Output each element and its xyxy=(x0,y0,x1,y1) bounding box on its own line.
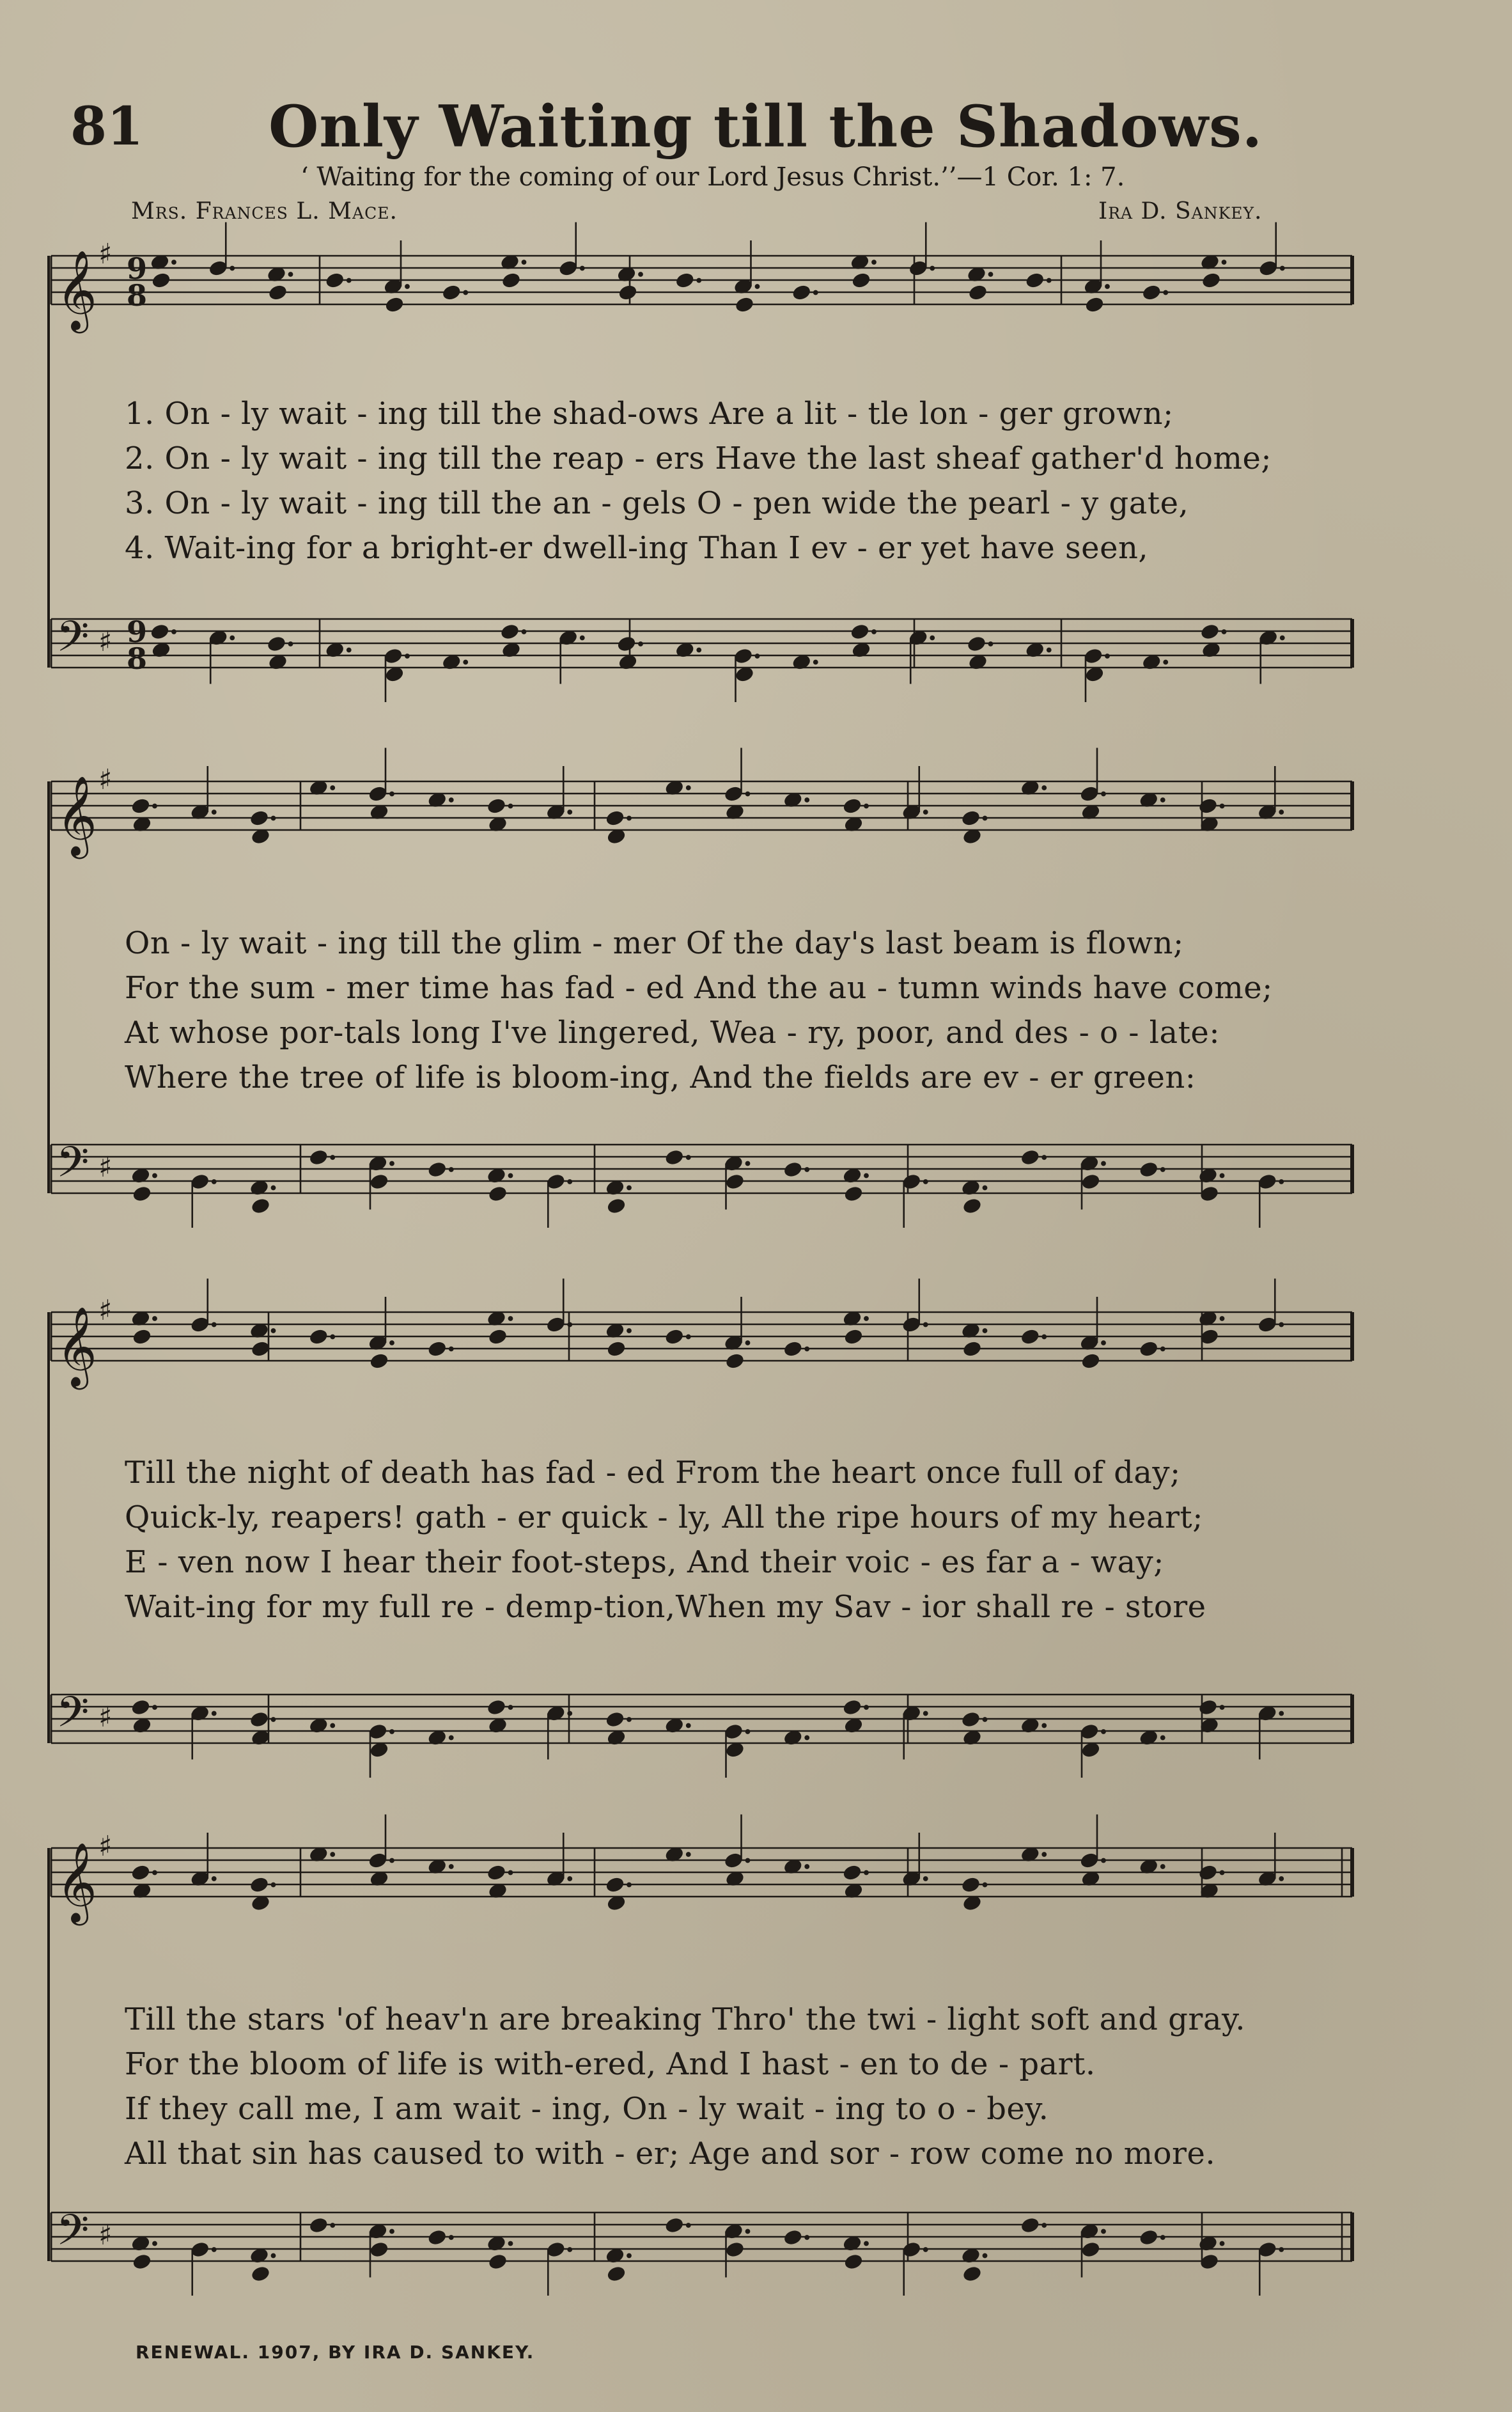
note-head xyxy=(783,2228,803,2246)
dot xyxy=(923,2248,928,2252)
dot xyxy=(1222,260,1226,265)
note-head xyxy=(1080,1173,1100,1190)
note-head xyxy=(605,1711,625,1728)
note-head xyxy=(132,1328,152,1345)
note-head xyxy=(1020,1328,1040,1345)
treble-clef-icon: 𝄞 xyxy=(56,776,97,856)
dot xyxy=(988,642,993,646)
sharp-icon: ♯ xyxy=(98,1151,113,1184)
dot xyxy=(1042,1723,1047,1728)
note-head xyxy=(427,1161,447,1178)
note-head xyxy=(1020,1148,1040,1166)
time-signature: 8 xyxy=(127,278,148,313)
dot xyxy=(212,1180,216,1184)
note-head xyxy=(606,1340,626,1358)
dot xyxy=(1279,810,1284,815)
note-head xyxy=(1080,1352,1100,1370)
dot xyxy=(745,1341,750,1345)
dot xyxy=(390,2229,394,2234)
note-head xyxy=(150,623,169,640)
hymn-number: 81 xyxy=(70,96,144,157)
dot xyxy=(930,266,935,270)
dot xyxy=(864,1705,869,1710)
dot xyxy=(1160,1865,1165,1869)
note-head xyxy=(309,2216,329,2234)
dot xyxy=(627,2253,632,2258)
note-head xyxy=(664,2216,684,2234)
dot xyxy=(449,798,453,803)
dot xyxy=(1047,278,1051,283)
time-signature: 9 xyxy=(127,251,148,286)
note-head xyxy=(664,1328,684,1345)
dot xyxy=(627,1329,632,1333)
note-head xyxy=(725,1352,745,1370)
dot xyxy=(627,1883,632,1887)
dot xyxy=(153,1705,157,1710)
dot xyxy=(872,260,877,265)
dot xyxy=(405,285,410,289)
note-head xyxy=(251,1197,270,1214)
note-head xyxy=(606,1197,626,1214)
lyric-line: At whose por-tals long I've lingered, Wea - ry, poor, and des - o - late: xyxy=(125,1015,1220,1051)
lyric-line: 2. On - ly wait - ing till the reap - ers Have the last sheaf gather'd home; xyxy=(125,441,1272,476)
dot xyxy=(872,630,877,634)
dot xyxy=(508,2241,513,2246)
note-head xyxy=(961,1876,981,1893)
dot xyxy=(923,1877,928,1881)
lyric-line: E - ven now I hear their foot-steps, And their voic - es far a - way; xyxy=(125,1544,1164,1580)
dot xyxy=(1164,660,1168,664)
dot xyxy=(923,810,928,815)
time-signature: 8 xyxy=(127,641,148,676)
note-head xyxy=(249,1711,269,1728)
dot xyxy=(755,285,760,289)
dot xyxy=(745,2229,750,2234)
note-head xyxy=(249,810,269,827)
dot xyxy=(1220,1870,1224,1875)
bass-clef-icon: 𝄢 xyxy=(56,1688,90,1747)
note-head xyxy=(130,797,150,815)
dot xyxy=(568,1711,572,1716)
note-head xyxy=(842,797,862,815)
dot xyxy=(1160,2236,1165,2240)
dot xyxy=(347,278,351,283)
lyric-line: On - ly wait - ing till the glim - mer Of the day's last beam is flown; xyxy=(125,925,1184,961)
treble-clef-icon: 𝄞 xyxy=(56,1842,97,1922)
note-head xyxy=(605,1876,625,1893)
dot xyxy=(508,1705,513,1710)
dot xyxy=(1102,2229,1106,2234)
dot xyxy=(1047,648,1051,652)
note-head xyxy=(968,284,988,301)
note-head xyxy=(725,2241,745,2258)
dot xyxy=(1160,1347,1165,1351)
dot xyxy=(449,2236,453,2240)
dot xyxy=(1220,2241,1224,2246)
dot xyxy=(745,1730,750,1734)
note-head xyxy=(850,623,869,640)
dot xyxy=(1280,636,1284,640)
lyric-line: Quick-ly, reapers! gath - er quick - ly, All the ripe hours of my heart; xyxy=(125,1500,1203,1535)
bass-clef-icon: 𝄢 xyxy=(56,2205,90,2265)
lyric-line: Where the tree of life is bloom-ing, And the fields are ev - er green: xyxy=(125,1060,1196,1095)
dot xyxy=(1220,804,1224,808)
lyric-line: If they call me, I am wait - ing, On - ly wait - ing to o - bey. xyxy=(125,2091,1049,2127)
dot xyxy=(1220,1705,1224,1710)
dot xyxy=(230,266,235,270)
note-head xyxy=(1198,797,1218,815)
dot xyxy=(923,1180,928,1184)
note-head xyxy=(1084,296,1104,313)
dot xyxy=(639,272,643,277)
sharp-icon: ♯ xyxy=(98,238,113,270)
dot xyxy=(212,1711,216,1716)
note-head xyxy=(606,2265,626,2282)
sharp-icon: ♯ xyxy=(98,764,113,796)
dot xyxy=(864,1173,869,1178)
dot xyxy=(347,648,351,652)
dot xyxy=(805,1865,809,1869)
dot xyxy=(331,1852,335,1857)
lyric-line: For the sum - mer time has fad - ed And the au - tumn winds have come; xyxy=(125,970,1273,1006)
dot xyxy=(697,278,701,283)
dot xyxy=(568,1180,572,1184)
dot xyxy=(449,1347,453,1351)
note-head xyxy=(1025,272,1045,289)
dot xyxy=(1279,1711,1284,1716)
dot xyxy=(1279,1877,1284,1881)
note-head xyxy=(851,272,871,289)
author-credit: Mrs. Frances L. Mace. xyxy=(131,198,398,224)
note-head xyxy=(251,2265,270,2282)
dot xyxy=(331,2223,335,2228)
note-head xyxy=(616,635,636,652)
bass-clef-icon: 𝄢 xyxy=(56,1138,90,1197)
dot xyxy=(390,1341,394,1345)
dot xyxy=(627,816,632,820)
dot xyxy=(745,792,750,796)
dot xyxy=(686,1723,690,1728)
lyrics-system-3 xyxy=(125,1450,1378,1629)
dot xyxy=(805,798,809,803)
dot xyxy=(639,642,643,646)
dot xyxy=(172,260,176,265)
dot xyxy=(805,1168,809,1172)
dot xyxy=(1280,266,1284,270)
dot xyxy=(405,654,410,659)
dot xyxy=(288,642,293,646)
note-head xyxy=(605,810,625,827)
sharp-icon: ♯ xyxy=(98,1294,113,1327)
note-head xyxy=(249,1876,269,1893)
note-head xyxy=(132,2253,152,2270)
dot xyxy=(697,648,701,652)
dot xyxy=(1220,1173,1224,1178)
dot xyxy=(464,290,468,295)
note-head xyxy=(488,1328,508,1345)
dot xyxy=(864,2241,869,2246)
note-head xyxy=(427,1340,447,1358)
note-head xyxy=(251,1340,270,1358)
dot xyxy=(390,792,394,796)
dot xyxy=(568,1322,572,1327)
dot xyxy=(1042,2223,1047,2228)
dot xyxy=(983,2253,987,2258)
dot xyxy=(153,1870,157,1875)
treble-clef-icon: 𝄞 xyxy=(56,250,97,330)
dot xyxy=(153,1317,157,1321)
dot xyxy=(271,816,276,820)
note-head xyxy=(961,1711,981,1728)
dot xyxy=(271,1186,276,1190)
note-head xyxy=(488,1185,508,1202)
note-head xyxy=(309,1328,329,1345)
note-head xyxy=(1139,2228,1158,2246)
note-head xyxy=(843,1328,863,1345)
dot xyxy=(212,810,216,815)
dot xyxy=(271,2253,276,2258)
dot xyxy=(390,1730,394,1734)
dot xyxy=(153,2241,157,2246)
note-head xyxy=(1200,623,1220,640)
bass-clef-icon: 𝄢 xyxy=(56,612,90,671)
dot xyxy=(1160,798,1165,803)
dot xyxy=(805,1735,809,1740)
dot xyxy=(813,660,818,664)
note-head xyxy=(783,1161,803,1178)
dot xyxy=(1164,290,1168,295)
dot xyxy=(1102,1730,1106,1734)
dot xyxy=(172,630,176,634)
dot xyxy=(522,630,526,634)
dot xyxy=(212,2248,216,2252)
dot xyxy=(1102,1161,1106,1166)
lyrics-system-1 xyxy=(125,391,1378,570)
lyric-line: Wait-ing for my full re - demp-tion,When my Sav - ior shall re - store xyxy=(125,1589,1206,1625)
dot xyxy=(331,1723,335,1728)
dot xyxy=(1222,630,1226,634)
dot xyxy=(930,636,935,640)
note-head xyxy=(309,1148,329,1166)
dot xyxy=(331,786,335,790)
dot xyxy=(390,1858,394,1863)
dot xyxy=(230,636,235,640)
dot xyxy=(449,1735,453,1740)
note-head xyxy=(369,2241,389,2258)
dot xyxy=(755,654,760,659)
note-head xyxy=(843,2253,863,2270)
note-head xyxy=(487,1698,506,1716)
dot xyxy=(1279,1180,1284,1184)
dot xyxy=(508,1173,513,1178)
note-head xyxy=(675,272,695,289)
dot xyxy=(288,272,293,277)
scripture-subtitle: ‘ Waiting for the coming of our Lord Jesus Christ.’’—1 Cor. 1: 7. xyxy=(300,162,1125,192)
note-head xyxy=(325,272,345,289)
dot xyxy=(580,266,584,270)
note-head xyxy=(1139,1340,1158,1358)
dot xyxy=(983,1186,987,1190)
note-head xyxy=(962,1340,982,1358)
dot xyxy=(923,1322,928,1327)
dot xyxy=(686,786,690,790)
dot xyxy=(1042,1335,1047,1339)
note-head xyxy=(487,1864,506,1881)
note-head xyxy=(842,1698,862,1716)
dot xyxy=(568,1877,572,1881)
dot xyxy=(271,1329,276,1333)
note-head xyxy=(500,623,520,640)
dot xyxy=(983,1883,987,1887)
dot xyxy=(923,1711,928,1716)
dot xyxy=(864,1870,869,1875)
dot xyxy=(1042,786,1047,790)
note-head xyxy=(1198,1864,1218,1881)
sharp-icon: ♯ xyxy=(98,2219,113,2251)
note-head xyxy=(1080,2241,1100,2258)
lyric-line: For the bloom of life is with-ered, And I hast - en to de - part. xyxy=(125,2046,1096,2082)
note-head xyxy=(1201,272,1221,289)
dot xyxy=(686,1155,690,1160)
dot xyxy=(983,816,987,820)
note-head xyxy=(384,296,404,313)
note-head xyxy=(962,1197,982,1214)
note-head xyxy=(735,296,754,313)
note-head xyxy=(151,272,171,289)
note-head xyxy=(791,284,811,301)
note-head xyxy=(488,2253,508,2270)
dot xyxy=(580,636,584,640)
dot xyxy=(813,290,818,295)
dot xyxy=(212,1322,216,1327)
note-head xyxy=(664,1148,684,1166)
sharp-icon: ♯ xyxy=(98,625,113,658)
note-head xyxy=(1139,1161,1158,1178)
dot xyxy=(271,1718,276,1722)
dot xyxy=(1102,1341,1106,1345)
lyric-line: 4. Wait-ing for a bright-er dwell-ing Than I ev - er yet have seen, xyxy=(125,530,1149,566)
note-head xyxy=(618,284,637,301)
dot xyxy=(864,1317,869,1321)
note-head xyxy=(783,1340,803,1358)
dot xyxy=(1279,1322,1284,1327)
dot xyxy=(1279,2248,1284,2252)
dot xyxy=(1102,792,1106,796)
note-head xyxy=(1142,284,1162,301)
dot xyxy=(1160,1168,1165,1172)
lyrics-system-4 xyxy=(125,1997,1378,2176)
note-head xyxy=(501,272,521,289)
lyrics-system-2 xyxy=(125,921,1378,1100)
dot xyxy=(686,2223,690,2228)
note-head xyxy=(843,1185,863,1202)
dot xyxy=(464,660,468,664)
dot xyxy=(508,1870,513,1875)
dot xyxy=(745,1161,750,1166)
dot xyxy=(686,1335,690,1339)
composer-credit: Ira D. Sankey. xyxy=(1098,198,1263,224)
dot xyxy=(331,1155,335,1160)
sharp-icon: ♯ xyxy=(98,1701,113,1734)
dot xyxy=(983,1329,987,1333)
dot xyxy=(864,804,869,808)
dot xyxy=(212,1877,216,1881)
dot xyxy=(627,1186,632,1190)
sharp-icon: ♯ xyxy=(98,1830,113,1863)
dot xyxy=(390,1161,394,1166)
note-head xyxy=(967,635,986,652)
note-head xyxy=(725,1173,745,1190)
note-head xyxy=(132,1185,152,1202)
lyric-line: All that sin has caused to with - er; Age and sor - row come no more. xyxy=(125,2136,1216,2172)
dot xyxy=(568,810,572,815)
dot xyxy=(686,1852,690,1857)
dot xyxy=(449,1168,453,1172)
dot xyxy=(627,1718,632,1722)
lyric-line: Till the stars 'of heav'n are breaking Thro' the twi - light soft and gray. xyxy=(125,2001,1245,2037)
time-signature: 9 xyxy=(127,615,148,649)
lyric-line: Till the night of death has fad - ed From the heart once full of day; xyxy=(125,1455,1181,1491)
note-head xyxy=(427,2228,447,2246)
dot xyxy=(1220,1317,1224,1321)
dot xyxy=(1042,1852,1047,1857)
lyric-line: 1. On - ly wait - ing till the shad-ows Are a lit - tle lon - ger grown; xyxy=(125,396,1174,432)
dot xyxy=(508,1317,513,1321)
note-head xyxy=(268,284,288,301)
dot xyxy=(153,804,157,808)
dot xyxy=(153,1173,157,1178)
note-head xyxy=(842,1864,862,1881)
note-head xyxy=(961,810,981,827)
dot xyxy=(745,1858,750,1863)
dot xyxy=(568,2248,572,2252)
note-head xyxy=(1198,1698,1218,1716)
dot xyxy=(805,1347,809,1351)
dot xyxy=(449,1865,453,1869)
note-head xyxy=(962,2265,982,2282)
treble-clef-icon: 𝄞 xyxy=(56,1306,97,1386)
note-head xyxy=(267,635,286,652)
hymn-title: Only Waiting till the Shadows. xyxy=(269,93,1263,161)
dot xyxy=(983,1718,987,1722)
lyric-line: 3. On - ly wait - ing till the an - gels O - pen wide the pearl - y gate, xyxy=(125,485,1189,521)
dot xyxy=(271,1883,276,1887)
copyright-footer: RENEWAL. 1907, BY IRA D. SANKEY. xyxy=(136,2342,535,2363)
note-head xyxy=(369,1173,389,1190)
dot xyxy=(1160,1735,1165,1740)
dot xyxy=(1105,654,1110,659)
dot xyxy=(331,1335,335,1339)
note-head xyxy=(369,1352,389,1370)
note-head xyxy=(1020,2216,1040,2234)
dot xyxy=(805,2236,809,2240)
dot xyxy=(1042,1155,1047,1160)
dot xyxy=(508,804,513,808)
dot xyxy=(988,272,993,277)
note-head xyxy=(442,284,462,301)
dot xyxy=(1102,1858,1106,1863)
dot xyxy=(1105,285,1110,289)
note-head xyxy=(487,797,506,815)
dot xyxy=(522,260,526,265)
note-head xyxy=(130,1864,150,1881)
note-head xyxy=(130,1698,150,1716)
